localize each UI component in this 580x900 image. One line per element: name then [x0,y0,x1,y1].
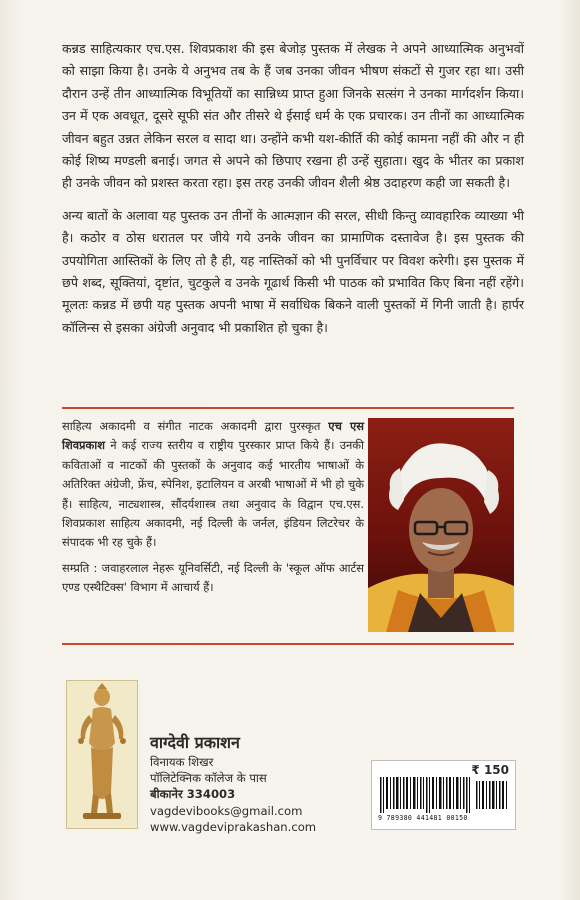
publisher-city-pin: बीकानेर 334003 [150,787,236,802]
isbn-digits: 9 789380 441481 00150 [378,814,468,822]
author-bio-body: ने कई राज्य स्तरीय व राष्ट्रीय पुरस्कार प्राप्त किये हैं। उनकी कविताओं व नाटकों की पुस्तकों के अनुवाद कई भारतीय भाषाओं के अतिरिक्त अंग्रेजी, फ्रेंच, स्पेनिश, इटालियन व अरबी भाषाओं में भी हो चुके हैं। साहित्य, नाट्यशास्त्र, सौंदर्यशास्त्र तथा अनुवाद के विद्वान एच.एस. शिवप्रकाश साहित्य अकादमी, नई दिल्ली के जर्नल, इंडियन लिटरेचर के संपादक भी रह चुके हैं। [62,438,364,550]
publisher-website: www.vagdeviprakashan.com [150,819,317,834]
publisher-email: vagdevibooks@gmail.com [150,803,303,818]
publisher-info [150,732,360,835]
publisher-address-line1: विनायक शिखर [150,755,214,769]
goddess-statue-icon [67,681,137,828]
book-blurb [62,38,524,349]
author-bio-intro: साहित्य अकादमी व संगीत नाटक अकादमी द्वारा पुरस्कृत [62,419,321,433]
blurb-paragraph-2: अन्य बातों के अलावा यह पुस्तक उन तीनों के आत्मज्ञान की सरल, सीधी किन्तु व्यावहारिक व्याख्या भी है। कठोर व ठोस धरातल पर जीये गये उनके जीवन का प्रामाणिक दस्तावेज है। इस पुस्तक की उपयोगिता आस्तिकों के लिए तो है ही, यह नास्तिकों को भी पुनर्विचार पर विवश करेगी। इस पुस्तक में छपे शब्द, सूक्तियां, दृष्टांत, चुटकुले व उनके गूढार्थ किसी भी पाठक को प्रभावित किए बिना नहीं रहेंगे। मूलतः कन्नड में छपी यह पुस्तक अपनी भाषा में सर्वाधिक बिकने वाली पुस्तकों में गिनी जाती है। हार्पर कॉलिन्स से इसका अंग्रेजी अनुवाद भी प्रकाशित हो चुका है। [62,207,524,335]
price-label: ₹ 150 [471,763,509,777]
publisher-logo [66,680,138,829]
author-current-position: सम्प्रति : जवाहरलाल नेहरू यूनिवर्सिटी, नई दिल्ली के 'स्कूल ऑफ आर्टस एण्ड एस्थैटिक्स' विभाग में आचार्य हैं। [62,560,364,595]
author-portrait-illustration [368,418,514,632]
author-photo [368,418,514,632]
publisher-address-line2: पॉलिटेक्निक कॉलेज के पास [150,771,267,786]
publisher-name: वाग्देवी प्रकाशन [150,733,240,752]
divider-top [62,407,514,409]
barcode-panel [371,760,516,830]
blurb-paragraph-1: कन्नड साहित्यकार एच.एस. शिवप्रकाश की इस बेजोड़ पुस्तक में लेखक ने अपने आध्यात्मिक अनुभवों को साझा किया है। उनके ये अनुभव तब के हैं जब उनका जीवन भीषण संकटों से गुजर रहा था। उसी दौरान उन्हें तीन आध्यात्मिक विभूतियों का सान्निध्य प्राप्त हुआ जिनके सत्संग ने उनका मार्गदर्शन किया। उन में एक अवधूत, दूसरे सूफी संत और तीसरे थे ईसाई धर्म के एक प्रचारक। उन तीनों का आध्यात्मिक जीवन बहुत उन्नत लेकिन सरल व सादा था। उन्होंने कभी यश-कीर्ति की कोई कामना नहीं की और न ही कोई शिष्य मण्डली बनाई। जगत से अपने को छिपाए रखना ही उन्हें सुहाता। खुद के भीतर का प्रकाश ही उनके जीवन को प्रशस्त करता रहा। इस तरह उनकी जीवन शैली श्रेष्ठ उदाहरण कही जा सकती है। [62,41,524,191]
divider-bottom [62,643,514,645]
author-bio [62,417,364,604]
barcode-icon [380,777,508,813]
author-name: एच एस शिवप्रकाश [62,419,364,453]
author-bio-main [62,417,364,553]
